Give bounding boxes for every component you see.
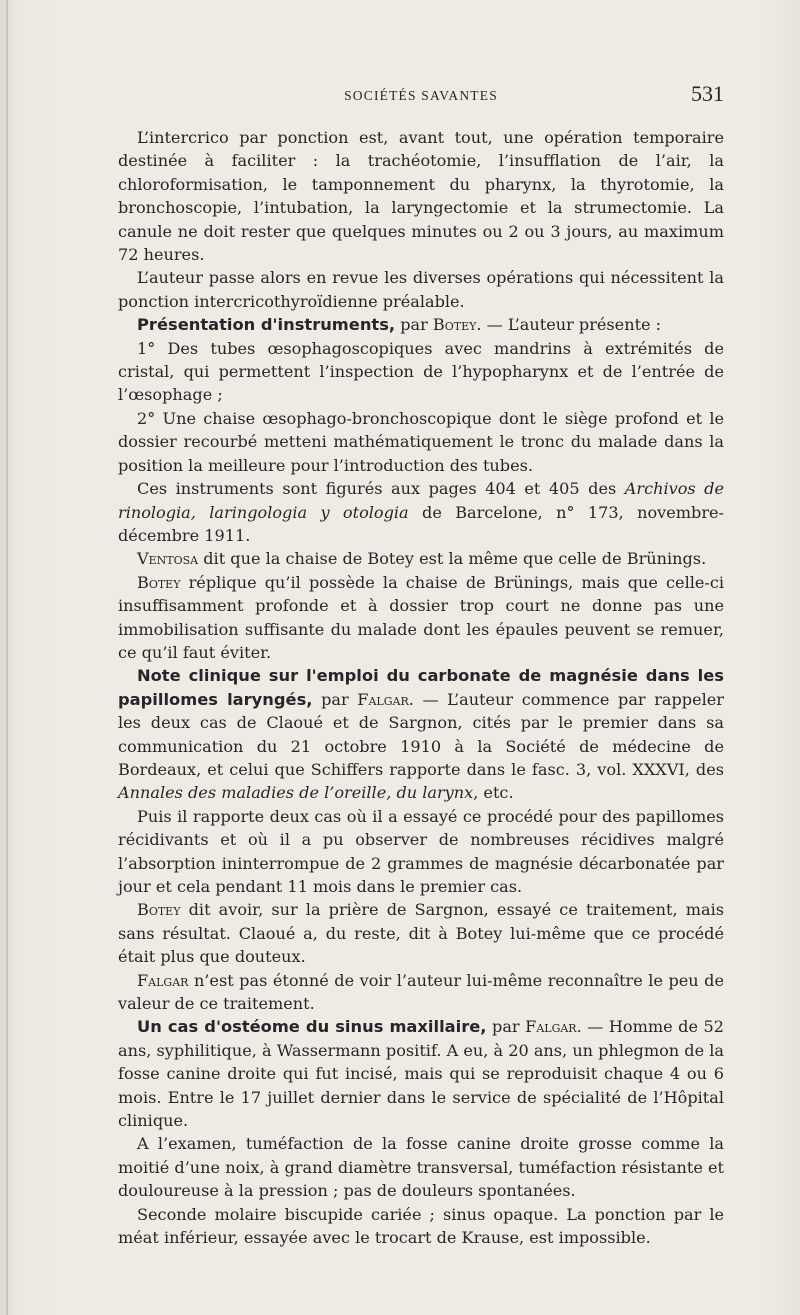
binding-edge [6, 0, 8, 1315]
paragraph [118, 571, 724, 665]
section-title: Un cas d'ostéome du sinus maxillaire, [137, 1017, 487, 1037]
text-span: dit que la chaise de Botey est la même que celle de Brünings. [198, 549, 707, 569]
text-span: par [486, 1017, 526, 1037]
section-paragraph [118, 1015, 724, 1132]
paragraph: A l’examen, tuméfaction de la fosse canine droite grosse comme la moitié d’une noix, à grand diamètre transversal, tuméfaction résistante et douloureuse à la pression ; pas de douleurs spontanées. [118, 1134, 724, 1201]
author-name: Botey [137, 572, 181, 592]
paragraph: L’intercrico par ponction est, avant tout, une opération temporaire destinée à faciliter : la trachéotomie, l’insufflation de l’air, la chloroformisation, le tamponnement du pharynx, la thyrotomie, la bronchoscopie, l’intubation, la laryngectomie et la strumectomie. La canule ne doit rester que quelques minutes ou 2 ou 3 jours, au maximum 72 heures. [118, 128, 724, 265]
author-name: Botey [137, 900, 181, 920]
section-title: Présentation d'instruments, [137, 315, 396, 335]
paragraph: L’auteur passe alors en revue les diverses opérations qui nécessitent la ponction intercricothyroïdienne préalable. [118, 268, 724, 311]
paragraph: Seconde molaire biscupide cariée ; sinus opaque. La ponction par le méat inférieur, essayée avec le trocart de Krause, est impossible. [118, 1204, 724, 1248]
section-title: Note clinique sur l'emploi du carbonate de magnésie dans les papillomes laryngés, [118, 666, 724, 709]
text-span: Ces instruments sont figurés aux pages 404 et 405 des [137, 479, 625, 499]
text-span: par [312, 689, 358, 709]
text-span: dit avoir, sur la prière de Sargnon, essayé ce traitement, mais sans résultat. Claoué a, du reste, dit à Botey lui-même que ce procédé était plus que douteux. [118, 900, 724, 967]
author-name: Falgar [525, 1017, 577, 1037]
paragraph: 2° Une chaise œsophago-bronchoscopique dont le siège profond et le dossier recourbé metteni mathématiquement le tronc du malade dans la position la meilleure pour l’introduction des tubes. [118, 408, 724, 475]
paragraph [118, 477, 724, 547]
text-span: . — Homme de 52 ans, syphilitique, à Wassermann positif. A eu, à 20 ans, un phlegmon de la fosse canine droite qui fut incisé, mais qui se reproduisit chaque 4 ou 6 mois. Entre le 17 juillet dernier dans le service de spécialité de l’Hôpital clinique. [118, 1017, 724, 1131]
page-header [118, 81, 724, 110]
page-number: 531 [691, 81, 724, 106]
author-name: Botey [432, 315, 477, 335]
text-span: de Barcelone, n° 173, novembre-décembre 1911. [118, 502, 724, 545]
text-span: réplique qu’il possède la chaise de Brünings, mais que celle-ci insuffisamment profonde et à dossier trop court ne donne pas une immobilisation suffisante du malade dont les épaules peuvent se remuer, ce qu’il faut éviter. [118, 572, 724, 662]
section-paragraph [118, 313, 724, 336]
paragraph: 1° Des tubes œsophagoscopiques avec mandrins à extrémités de cristal, qui permettent l’inspection de l’hypopharynx et de l’entrée de l’œsophage ; [118, 338, 724, 405]
author-name: Falgar [137, 970, 189, 990]
journal-title: Archivos de rinologia, laringologia y otologia [118, 479, 725, 522]
section-paragraph [118, 664, 724, 804]
paragraph [118, 969, 724, 1016]
text-span: . — L’auteur présente : [476, 315, 662, 335]
text-span: . — L’auteur commence par rappeler les deux cas de Claoué et de Sargnon, cités par le premier dans sa communication du 21 octobre 1910 à la Société de médecine de Bordeaux, et celui que Schiffers rapporte dans le fasc. 3, vol. XXXVI, des [118, 689, 724, 779]
paragraph: Puis il rapporte deux cas où il a essayé ce procédé pour des papillomes récidivants et où il a pu observer de nombreuses récidives malgré l’absorption ininterrompue de 2 grammes de magnésie décarbonatée par jour et cela pendant 11 mois dans le premier cas. [118, 806, 724, 896]
paragraph [118, 898, 724, 968]
body-text [118, 126, 724, 1250]
running-title: SOCIÉTÉS SAVANTES [344, 88, 498, 103]
text-span: n’est pas étonné de voir l’auteur lui-même reconnaître le peu de valeur de ce traitement. [118, 970, 724, 1014]
text-span: , etc. [473, 783, 514, 803]
text-span: par [395, 315, 433, 335]
author-name: Ventosa [137, 549, 199, 569]
journal-title: Annales des maladies de l’oreille, du larynx [118, 783, 474, 803]
paragraph [118, 547, 724, 570]
author-name: Falgar [357, 689, 409, 709]
